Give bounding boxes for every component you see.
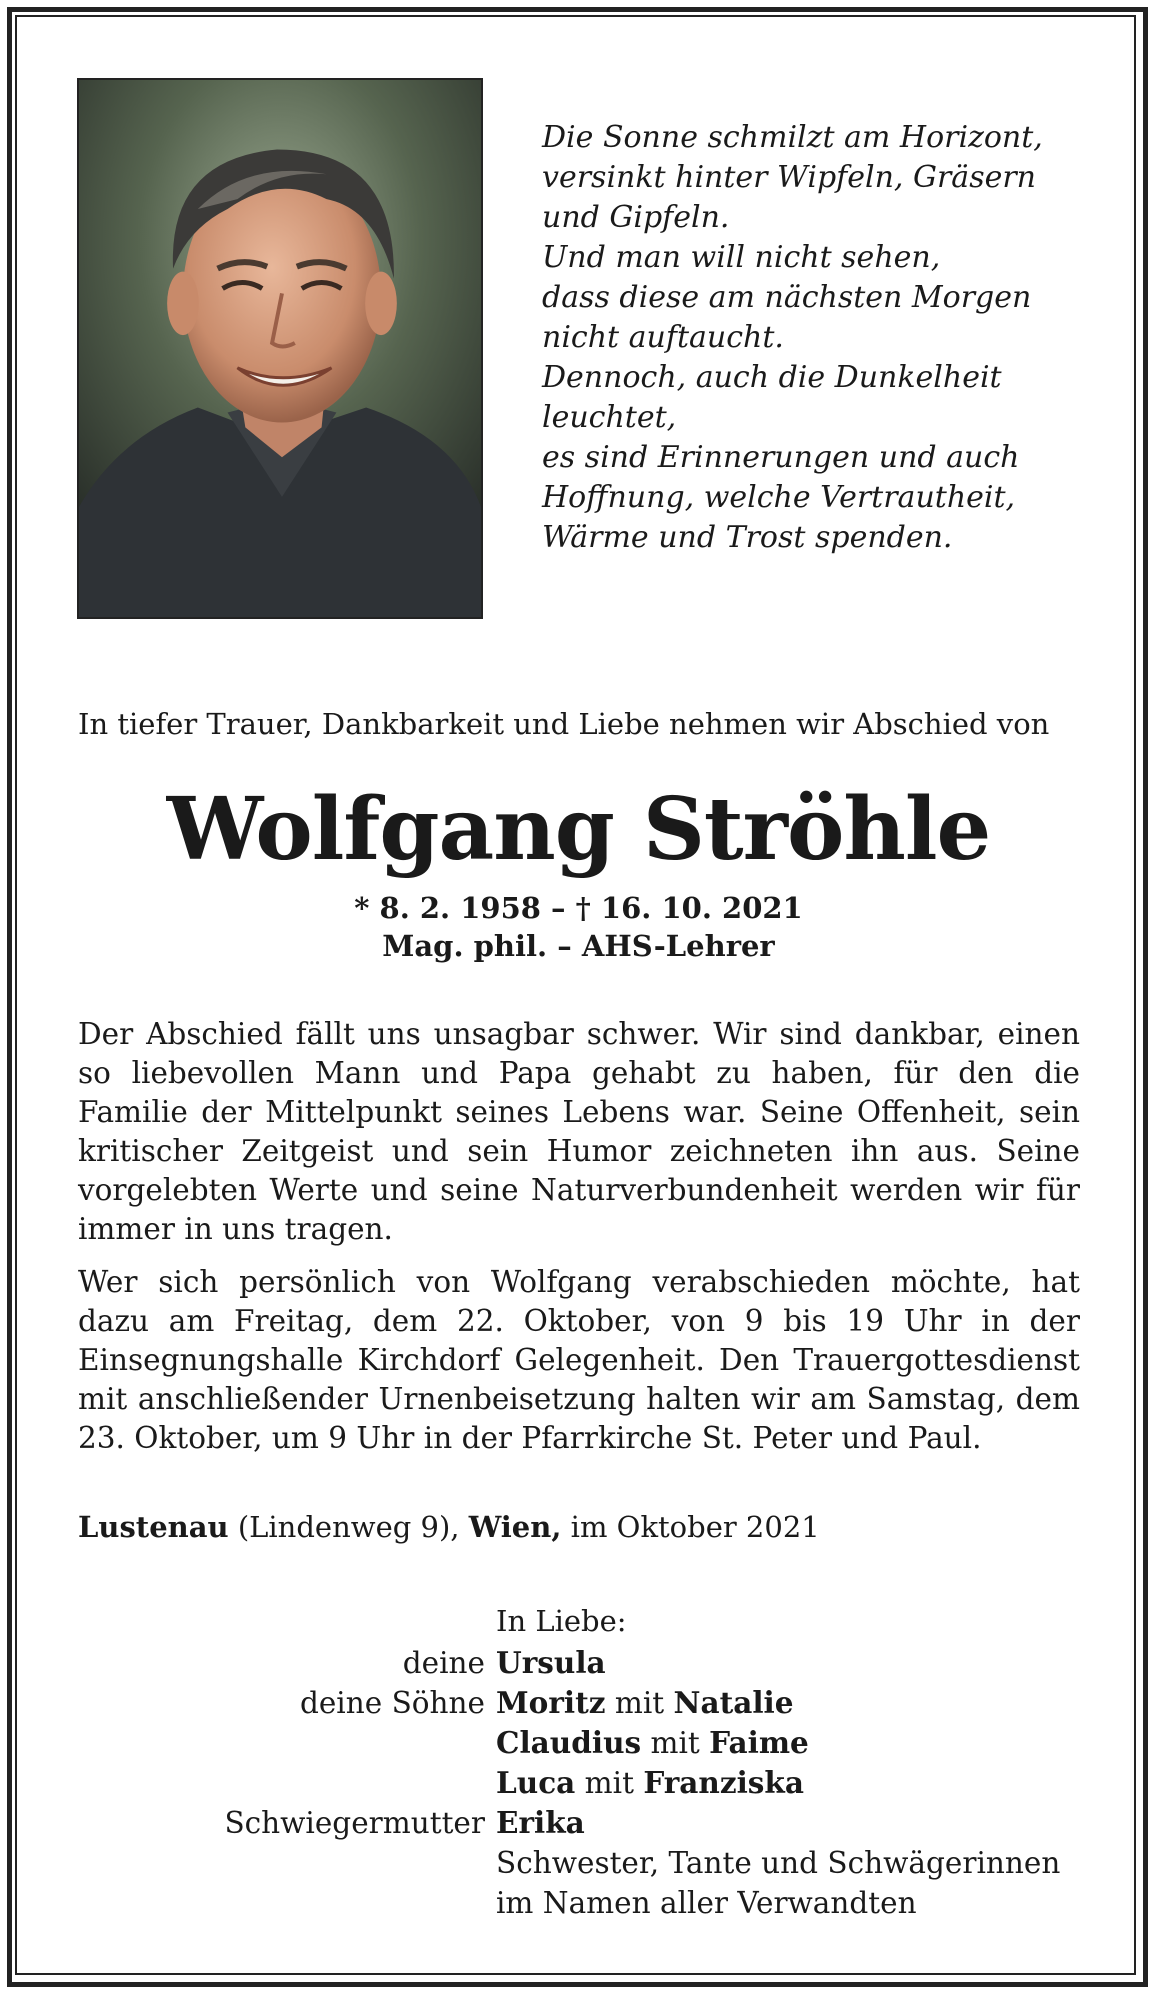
signature-row	[0, 1803, 1157, 1843]
mourner-name: Franziska	[643, 1765, 804, 1800]
mourner-names	[496, 1763, 804, 1803]
mourner-name: Erika	[496, 1805, 585, 1840]
place-address: (Lindenweg 9),	[228, 1510, 469, 1544]
mourner-names	[496, 1803, 585, 1843]
connector: mit	[641, 1726, 710, 1760]
signature-row	[0, 1763, 1157, 1803]
poem-line: Hoffnung, welche Vertrautheit,	[542, 480, 1016, 515]
intro-text: In tiefer Trauer, Dankbarkeit und Liebe nehmen wir Abschied von	[78, 707, 1050, 741]
poem-line: Die Sonne schmilzt am Horizont,	[542, 120, 1043, 155]
other-mourners: im Namen aller Verwandten	[496, 1886, 917, 1920]
academic-title: Mag. phil. – AHS-Lehrer	[382, 929, 775, 963]
signature-row	[0, 1683, 1157, 1723]
life-dates: * 8. 2. 1958 – † 16. 10. 2021	[354, 891, 803, 925]
mourner-names	[496, 1683, 794, 1723]
portrait-illustration	[79, 80, 481, 617]
mourner-name: Ursula	[496, 1645, 606, 1680]
farewell-paragraph: Der Abschied fällt uns unsagbar schwer. Wir sind dankbar, einen so liebevollen Mann und Papa gehabt zu haben, für den die Familie der Mittelpunkt seines Lebens war. Seine Offenheit, sein kritischer Zeitgeist und sein Humor zeichneten ihn aus. Seine vorgelebten Werte und seine Naturverbundenheit werden wir für immer in uns tragen.	[78, 1017, 1080, 1246]
mourner-name: Faime	[709, 1725, 809, 1760]
funeral-details-paragraph: Wer sich persönlich von Wolfgang verabschieden möchte, hat dazu am Freitag, dem 22. Oktober, von 9 bis 19 Uhr in der Einsegnungshalle Kirchdorf Gelegenheit. Den Trauergottesdienst mit anschließender Urnenbeisetzung halten wir am Samstag, dem 23. Oktober, um 9 Uhr in der Pfarrkirche St. Peter und Paul.	[78, 1265, 1080, 1455]
mourner-name: Luca	[496, 1765, 576, 1800]
connector: mit	[605, 1686, 674, 1720]
relation-label: deine	[402, 1646, 485, 1680]
signature-heading: In Liebe:	[496, 1604, 627, 1638]
signature-row	[0, 1843, 1157, 1883]
relation-label: deine Söhne	[299, 1686, 485, 1720]
poem-line: und Gipfeln.	[542, 200, 730, 235]
poem-line: es sind Erinnerungen und auch	[542, 440, 1020, 475]
mourner-names	[496, 1643, 606, 1683]
place-and-date	[78, 1510, 820, 1544]
poem-line: leuchtet,	[542, 400, 677, 435]
place-city: Lustenau	[78, 1510, 229, 1544]
other-mourners: Schwester, Tante und Schwägerinnen	[496, 1846, 1061, 1880]
poem	[542, 118, 1062, 558]
poem-line: versinkt hinter Wipfeln, Gräsern	[542, 160, 1037, 195]
signature-row	[0, 1723, 1157, 1763]
connector: mit	[575, 1766, 644, 1800]
poem-line: nicht auftaucht.	[542, 320, 784, 355]
portrait-photo	[77, 78, 483, 619]
poem-line: Wärme und Trost spenden.	[542, 520, 953, 555]
signature-row	[0, 1883, 1157, 1923]
relation-label: Schwiegermutter	[224, 1806, 485, 1840]
mourner-name: Natalie	[673, 1685, 794, 1720]
poem-line: dass diese am nächsten Morgen	[542, 280, 1032, 315]
mourner-name: Claudius	[496, 1725, 642, 1760]
place-city-2: Wien,	[468, 1510, 562, 1544]
deceased-name: Wolfgang Ströhle	[166, 779, 991, 880]
mourner-name: Moritz	[496, 1685, 606, 1720]
poem-line: Und man will nicht sehen,	[542, 240, 941, 275]
poem-line: Dennoch, auch die Dunkelheit	[542, 360, 1002, 395]
signature-row	[0, 1643, 1157, 1683]
place-date: im Oktober 2021	[561, 1510, 820, 1544]
mourner-names	[496, 1723, 809, 1763]
